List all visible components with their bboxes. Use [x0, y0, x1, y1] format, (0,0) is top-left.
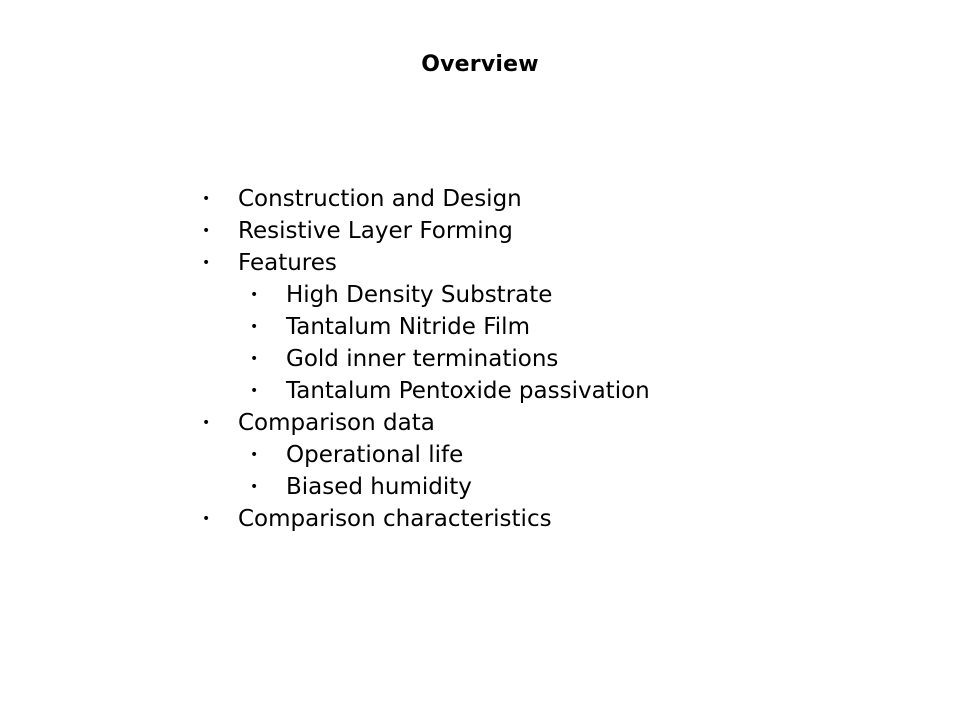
sub-item-biased-humidity	[200, 471, 820, 503]
list-item-label: Comparison characteristics	[238, 506, 552, 532]
overview-list	[200, 183, 820, 535]
bullet-icon: •	[250, 383, 259, 399]
list-item-label: Construction and Design	[238, 186, 522, 212]
sub-item-gold-inner-terminations	[200, 343, 820, 375]
sub-item-label: Tantalum Nitride Film	[286, 314, 530, 340]
sub-item-high-density-substrate	[200, 279, 820, 311]
sub-item-tantalum-pentoxide-passivation	[200, 375, 820, 407]
bullet-icon: •	[202, 511, 211, 527]
list-item-comparison-data	[200, 407, 820, 439]
sub-item-label: Gold inner terminations	[286, 346, 559, 372]
sub-item-tantalum-nitride-film	[200, 311, 820, 343]
list-item-comparison-characteristics	[200, 503, 820, 535]
list-item-features	[200, 247, 820, 279]
sub-item-operational-life	[200, 439, 820, 471]
bullet-icon: •	[202, 223, 211, 239]
sub-item-label: Tantalum Pentoxide passivation	[286, 378, 650, 404]
sub-item-label: Operational life	[286, 442, 464, 468]
bullet-icon: •	[202, 191, 211, 207]
list-item-label: Comparison data	[238, 410, 435, 436]
list-item-construction-and-design	[200, 183, 820, 215]
bullet-icon: •	[250, 287, 259, 303]
bullet-icon: •	[250, 447, 259, 463]
slide-title: Overview	[421, 52, 539, 77]
bullet-icon: •	[250, 479, 259, 495]
bullet-icon: •	[202, 255, 211, 271]
sub-item-label: High Density Substrate	[286, 282, 553, 308]
sub-item-label: Biased humidity	[286, 474, 472, 500]
list-item-label: Features	[238, 250, 337, 276]
list-item-label: Resistive Layer Forming	[238, 218, 513, 244]
list-item-resistive-layer-forming	[200, 215, 820, 247]
bullet-icon: •	[250, 319, 259, 335]
bullet-icon: •	[250, 351, 259, 367]
bullet-icon: •	[202, 415, 211, 431]
